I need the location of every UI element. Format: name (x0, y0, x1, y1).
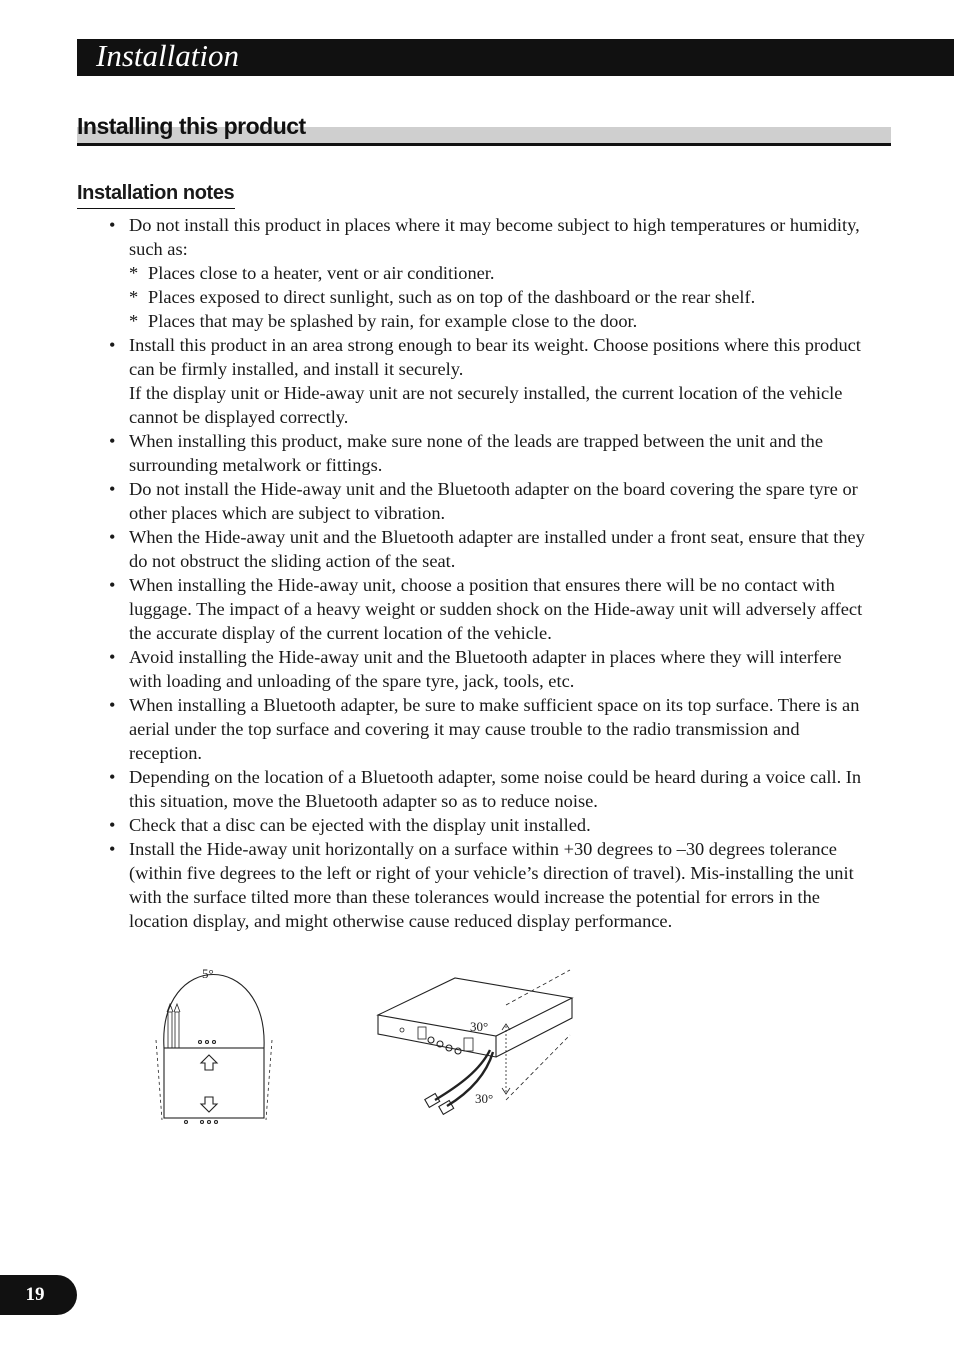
section-heading (77, 110, 891, 147)
section-heading-rule (77, 143, 891, 146)
subsection-title: Installation notes (77, 178, 235, 209)
installation-figures (150, 960, 590, 1140)
sub-list-item: * Places close to a heater, vent or air conditioner. (129, 261, 865, 285)
top-view-figure (156, 975, 272, 1124)
arrow-down-icon (201, 1097, 217, 1112)
chapter-title: Installation (96, 38, 239, 73)
right-bottom-angle-label: 30° (475, 1091, 494, 1106)
right-top-angle-label: 30° (470, 1019, 489, 1034)
chapter-header-bar (77, 39, 954, 76)
left-angle-label: 5° (202, 966, 214, 981)
page-number-tab (0, 1275, 77, 1315)
list-item: • Depending on the location of a Bluetooth adapter, some noise could be heard during a voice call. In this situation, move the Bluetooth adapter so as to reduce noise. (105, 765, 865, 813)
arrow-up-icon (201, 1055, 217, 1070)
list-item: • When the Hide-away unit and the Bluetooth adapter are installed under a front seat, ensure that they do not obstruct the sliding action of the seat. (105, 525, 865, 573)
list-item: • Avoid installing the Hide-away unit and the Bluetooth adapter in places where they will interfere with loading and unloading of the spare tyre, jack, tools, etc. (105, 645, 865, 693)
list-item (105, 333, 865, 429)
note-text: • Install this product in an area strong enough to bear its weight. Choose positions where this product can be firmly installed, and install it securely. (129, 335, 861, 379)
section-title: Installing this product (77, 113, 306, 139)
tilt-tolerance-illustration (150, 960, 590, 1140)
sub-list (129, 261, 865, 333)
list-item (105, 213, 865, 333)
note-extra-text: If the display unit or Hide-away unit are not securely installed, the current location of the vehicle cannot be displayed correctly. (129, 383, 843, 427)
installation-notes-list (105, 213, 865, 933)
list-item: • When installing a Bluetooth adapter, be sure to make sufficient space on its top surface. There is an aerial under the top surface and covering it may cause trouble to the radio transmission and reception. (105, 693, 865, 765)
list-item: • Do not install the Hide-away unit and the Bluetooth adapter on the board covering the spare tyre or other places which are subject to vibration. (105, 477, 865, 525)
list-item: • Install the Hide-away unit horizontally on a surface within +30 degrees to –30 degrees tolerance (within five degrees to the left or right of your vehicle’s direction of travel). Mis-installing the unit with the surface tilted more than these tolerances would increase the potential for errors in the location display, and might otherwise cause reduced display performance. (105, 837, 865, 933)
list-item: • Check that a disc can be ejected with the display unit installed. (105, 813, 865, 837)
list-item: • When installing this product, make sure none of the leads are trapped between the unit and the surrounding metalwork or fittings. (105, 429, 865, 477)
sub-list-item: * Places that may be splashed by rain, for example close to the door. (129, 309, 865, 333)
list-item: • When installing the Hide-away unit, choose a position that ensures there will be no contact with luggage. The impact of a heavy weight or sudden shock on the Hide-away unit will adversely affect the accurate display of the current location of the vehicle. (105, 573, 865, 645)
note-text: • Do not install this product in places where it may become subject to high temperatures or humidity, such as: (129, 215, 860, 259)
page-number: 19 (25, 1284, 45, 1305)
sub-list-item: * Places exposed to direct sunlight, such as on top of the dashboard or the rear shelf. (129, 285, 865, 309)
